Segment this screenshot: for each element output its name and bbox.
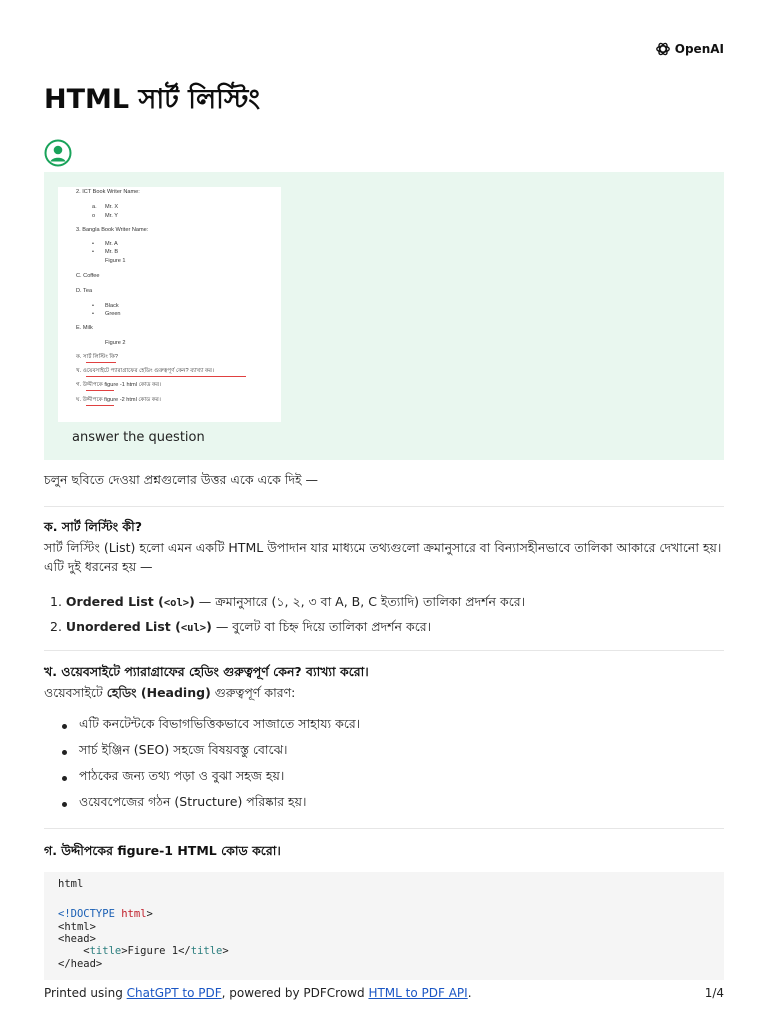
image-line: Mr. B [105, 249, 119, 255]
list-item [62, 742, 288, 762]
brand-name: OpenAI [674, 42, 724, 56]
spellcheck-underline [86, 405, 114, 406]
image-line: D. Tea [76, 288, 93, 294]
footer-text: . [467, 986, 472, 1000]
page-title: HTML সার্ট লিস্টিং [44, 84, 260, 115]
bullet-icon [62, 724, 67, 729]
image-line: Black [105, 303, 119, 309]
code-text: >Figure 1</ [121, 945, 191, 957]
section-kha-heading: খ. ওয়েবসাইটে প্যারাগ্রাফের হেডিং গুরুত্বপূর্ণ কেন? ব্যাখ্যা করো। [44, 664, 369, 679]
image-line: ঘ. উদ্দীপকে figure -2 html কোড কর। [76, 397, 161, 403]
footer-text: , powered by PDFCrowd [221, 986, 369, 1000]
list-desc: — বুলেট বা চিহ্ন দিয়ে তালিকা প্রদর্শন করে। [211, 619, 432, 634]
list-number: 2. [50, 619, 62, 634]
section-kha-lead [44, 683, 295, 703]
section-ga-heading: গ. উদ্দীপকের figure-1 HTML কোড করো। [44, 843, 281, 858]
image-line: Figure 1 [105, 258, 126, 264]
bullet-icon [62, 776, 67, 781]
spellcheck-underline [86, 390, 114, 391]
image-line: খ. ওয়েবসাইটে প্যারাগ্রাফের হেডিং গুরুত্বপূর্ণ কেন? ব্যাখ্যা কর। [76, 368, 215, 374]
image-line: Mr. Y [105, 213, 118, 219]
code-line: <head> [58, 933, 96, 945]
image-line: Mr. X [105, 204, 119, 210]
code-punct: < [58, 945, 90, 957]
image-line: E. Milk [76, 325, 93, 331]
bullet-icon: • [92, 311, 94, 317]
image-line: Green [105, 311, 121, 317]
bullet-text: সার্চ ইঞ্জিন (SEO) সহজে বিষয়বস্তু বোঝে। [79, 742, 288, 757]
code-language-label: html [58, 878, 84, 890]
bullet-text: পাঠকের জন্য তথ্য পড়া ও বুঝা সহজ হয়। [79, 768, 285, 783]
code-attr: html [114, 908, 147, 920]
openai-logo-icon [655, 41, 671, 57]
html-to-pdf-api-link[interactable]: HTML to PDF API [368, 986, 468, 1000]
code-tag: title [190, 945, 223, 957]
footer-text: Printed using [44, 986, 127, 1000]
code-punct: > [146, 908, 153, 920]
list-term-close: ) [189, 594, 195, 609]
code-line [58, 908, 153, 920]
bullet-icon: • [92, 241, 94, 247]
divider [44, 650, 724, 651]
list-item [62, 794, 306, 814]
bullet-icon: • [92, 249, 94, 255]
question-image [58, 187, 281, 422]
list-term-close: ) [206, 619, 212, 634]
chatgpt-to-pdf-link[interactable]: ChatGPT to PDF [126, 986, 222, 1000]
page-number: 1/4 [704, 986, 724, 1000]
list-item [50, 594, 525, 614]
section-ka-line2: এটি দুই ধরনের হয় — [44, 559, 153, 574]
user-avatar-icon [44, 139, 72, 167]
image-line: Mr. A [105, 241, 118, 247]
section-ka-heading: ক. সার্ট লিস্টিং কী? [44, 519, 143, 534]
user-message [44, 172, 724, 460]
image-line: ক. সার্ট লিস্টিং কি? [76, 354, 118, 360]
code-block[interactable] [44, 872, 724, 980]
divider [44, 828, 724, 829]
bullet-text: এটি কনটেন্টকে বিভাগভিত্তিকভাবে সাজাতে সাহায্য করে। [79, 716, 361, 731]
list-term: Unordered List ( [65, 619, 181, 634]
bullet-text: ওয়েবপেজের গঠন (Structure) পরিষ্কার হয়। [79, 794, 307, 809]
footer [44, 986, 724, 1000]
list-term: Ordered List ( [65, 594, 164, 609]
image-line: Figure 2 [105, 340, 126, 346]
answer-intro: চলুন ছবিতে দেওয়া প্রশ্নগুলোর উত্তর একে একে দিই — [44, 472, 319, 487]
circle-bullet-icon: a. [92, 204, 97, 210]
circle-bullet-icon: o [92, 213, 96, 219]
image-line: C. Coffee [76, 273, 100, 279]
lead-text: গুরুত্বপূর্ণ কারণ: [210, 685, 296, 700]
list-desc: — ক্রমানুসারে (১, ২, ৩ বা A, B, C ইত্যাদি) তালিকা প্রদর্শন করে। [194, 594, 526, 609]
image-line: গ. উদ্দীপকে figure -1 html কোড কর। [76, 382, 162, 388]
bullet-icon [62, 750, 67, 755]
code-tag: title [89, 945, 122, 957]
code-tag: <ul> [180, 622, 207, 634]
code-line [58, 945, 229, 957]
bullet-icon [62, 802, 67, 807]
divider [44, 506, 724, 507]
lead-bold: হেডিং (Heading) [106, 685, 211, 700]
list-item [50, 619, 431, 639]
image-line: 2. ICT Book Writer Name: [76, 189, 140, 195]
code-keyword: <!DOCTYPE [58, 908, 115, 920]
section-ka-line1: সার্ট লিস্টিং (List) হলো এমন একটি HTML উপাদান যার মাধ্যমে তথ্যগুলো ক্রমানুসারে বা বিন্যাসহীনভাবে তালিকা আকারে দেখানো হয়। [44, 540, 722, 555]
spellcheck-underline [86, 376, 246, 377]
list-number: 1. [50, 594, 62, 609]
lead-text: ওয়েবসাইটে [44, 685, 107, 700]
bullet-icon: • [92, 303, 94, 309]
brand [655, 41, 724, 57]
footer-credit [44, 986, 472, 1000]
list-item [62, 716, 360, 736]
code-line: <html> [58, 921, 96, 933]
user-message-text: answer the question [72, 430, 205, 445]
list-item [62, 768, 284, 788]
code-punct: > [222, 945, 229, 957]
image-line: 3. Bangla Book Writer Name: [76, 227, 149, 233]
code-tag: <ol> [163, 597, 190, 609]
spellcheck-underline [86, 362, 116, 363]
code-line: </head> [58, 958, 103, 970]
